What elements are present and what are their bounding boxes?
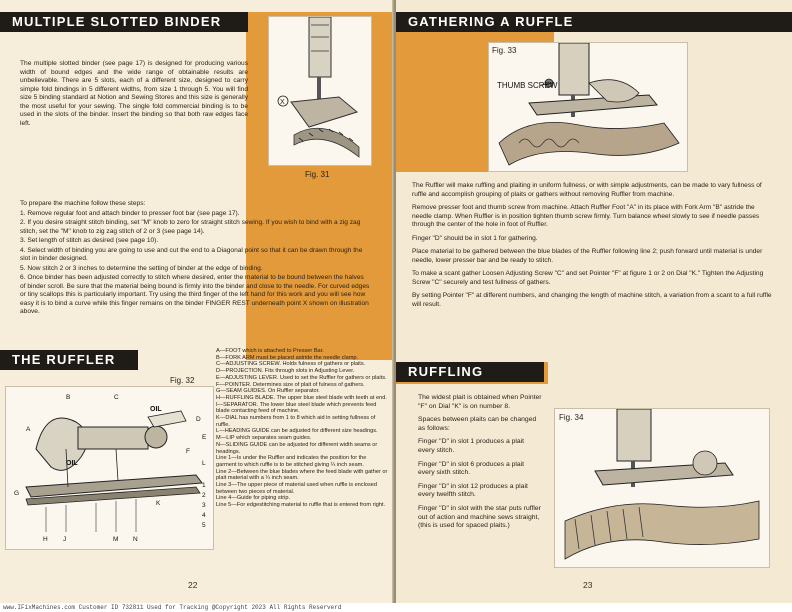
legend-item: Line 5—For edgestitching material to ruffle that is entered from right.	[216, 502, 386, 509]
fig32-caption: Fig. 32	[170, 376, 195, 385]
binder-illustration	[269, 17, 371, 165]
binder-title: MULTIPLE SLOTTED BINDER	[0, 12, 248, 32]
legend-item: C—ADJUSTING SCREW. Holds fulness of gathers or plaits.	[216, 361, 366, 368]
ruffler-title: THE RUFFLER	[0, 350, 138, 370]
gathering-para: Remove presser foot and thumb screw from machine. Attach Ruffler Foot "A" in its place with Fork Arm "B" astride the needle clamp. When Ruffler is in position tighten thumb screw firmly. Turn balance wheel slowly to see if needle passes through the center of the hole in foot of Ruffler.	[412, 204, 760, 228]
legend-item: N—SLIDING GUIDE can be adjusted for different width seams or headings.	[216, 441, 378, 455]
fig32-label-m: M	[113, 536, 119, 543]
gathering-text	[412, 182, 774, 314]
ruffling-para: Finger "D" in slot 12 produces a plait every twelfth stitch.	[418, 482, 528, 499]
gathering-para: To make a scant gather Loosen Adjusting Screw "C" and set Pointer "F" at figure 1 or 2 on Dial "K." Tighten the Adjusting Screw "C" securely and test fullness of gathers.	[412, 270, 764, 286]
step-4: 4. Select width of binding you are going to use and cut the end to a Diagonal point so that it can be drawn through the slot in binder designed.	[20, 246, 363, 262]
gathering-illustration	[489, 43, 687, 171]
fig32-label-n: N	[133, 536, 138, 543]
legend-item: Line 2—Between the blue blades where the feed blade with gather or plait material with a ¼ inch seam.	[216, 468, 388, 482]
ruffling-title: RUFFLING	[396, 362, 544, 382]
legend-item: E—ADJUSTING LEVER. Used to set the Ruffler for gathers or plaits.	[216, 374, 387, 381]
fig32-label-b: B	[66, 394, 71, 401]
legend-item: D—PROJECTION. Fits through slots in Adjusting Lever.	[216, 368, 355, 375]
fig32-line-3: 3	[202, 502, 206, 509]
ruffling-para: Spaces between plaits can be changed as follows:	[418, 416, 537, 432]
binder-steps	[20, 200, 370, 318]
legend-item: H—RUFFLING BLADE. The upper blue steel blade with teeth at end.	[216, 394, 387, 401]
ruffler-illustration	[6, 387, 213, 549]
step-3: 3. Set length of stitch as desired (see page 10).	[20, 237, 159, 244]
legend-item: M—LIP which separates seam guides.	[216, 435, 312, 442]
ruffling-figure	[554, 408, 770, 568]
gathering-para: Finger "D" should be in slot 1 for gathering.	[412, 234, 538, 242]
legend-item: Line 4—Guide for piping strip.	[216, 495, 291, 502]
fig31-caption: Fig. 31	[305, 170, 330, 179]
fig32-label-k: K	[156, 500, 161, 507]
ruffling-para: Finger "D" in slot 6 produces a plait every sixth stitch.	[418, 460, 525, 477]
step-1: 1. Remove regular foot and attach binder to presser foot bar (see page 17).	[20, 209, 240, 217]
legend-item: F—POINTER. Determines size of plait of fulness of gathers.	[216, 381, 365, 388]
legend-item: Line 1—Is under the Ruffler and indicates the position for the garment to which ruffle is to be stitched giving ¼ inch seam.	[216, 455, 367, 468]
fig32-label-j: J	[63, 536, 67, 543]
fig32-line-4: 4	[202, 512, 206, 519]
ruffling-para: The widest plait is obtained when Pointer "F" on Dial "K" is on number 8.	[418, 394, 542, 410]
legend-item: L—HEADING GUIDE can be adjusted for different size headings.	[216, 428, 378, 435]
fig32-label-c: C	[114, 394, 119, 401]
step-6: 6. Once binder has been adjusted correctly to stitch where desired, enter the material to be bound between the halves of binder scroll. Be sure that the material being bound is firmly into the binder and close to the needle. For curved edges or tiny scallops this is particularly important. Try using the third finger of the left hand for this work and you will see how easy it is to bind a curve while this finger remains on the binder FINGER REST underneath point X shown on illustration above.	[20, 274, 370, 315]
gathering-para: By setting Pointer "F" at different numbers, and changing the length of machine stitch, a variation from a scant to a full ruffle will result.	[412, 292, 772, 308]
ruffler-legend	[216, 348, 388, 509]
ruffling-illustration	[555, 409, 769, 567]
fig32-label-l: L	[202, 460, 206, 467]
fig32-line-5: 5	[202, 522, 206, 529]
oil-label-left: OIL	[66, 460, 78, 467]
binder-x-marker: X	[280, 99, 285, 106]
tracking-footer: www.IFixMachines.com Customer ID 732811 Used for Tracking @Copyright 2023 All Rights Reserverd	[0, 603, 792, 612]
fig32-label-f: F	[186, 448, 190, 455]
gathering-para: Place material to be gathered between the blue blades of the Ruffler following line 2; push forward until material is under needle, lower presser bar and be ready to stitch.	[412, 248, 763, 264]
thumb-screw-label: THUMB SCREW	[497, 81, 558, 90]
gathering-figure	[488, 42, 688, 172]
right-page	[396, 0, 792, 603]
fig32-label-g: G	[14, 490, 20, 497]
step-5: 5. Now stitch 2 or 3 inches to determine the setting of binder at the edge of binding.	[20, 264, 263, 272]
binder-intro-text: The multiple slotted binder (see page 17) is designed for producing various width of bound edges and the wide range of obtainable results are unbelievable. There are 5 slots, each of a different size, designed to carry simple fold bindings in 5 different widths, from size 1 through 5. You will find size 5 binding standard at Notion and Sewing Stores and this size is generally the most useful for your sewing. The single fold commercial binding is to be used in the slots of the binder. Insert the binding so that both raw edges face left.	[20, 60, 248, 127]
oil-label-top: OIL	[150, 406, 162, 413]
fig32-line-1: 1	[202, 482, 206, 489]
legend-item: I—SEPARATOR. The lower blue steel blade which prevents feed blade contacting feed of machine.	[216, 401, 377, 415]
fig33-caption: Fig. 33	[492, 46, 517, 55]
legend-item: G—SEAM GUIDES. On Ruffler separator.	[216, 388, 320, 395]
ruffling-text	[418, 394, 542, 536]
page-number-right: 23	[583, 580, 593, 590]
gathering-title: GATHERING A RUFFLE	[396, 12, 792, 32]
legend-item: K—DIAL has numbers from 1 to 8 which aid in setting fullness of ruffle.	[216, 415, 376, 428]
ruffling-para: Finger "D" in slot with the star puts ruffler out of action and machine sews straight, (this is used for spaced plaits.)	[418, 504, 541, 530]
fig32-label-e: E	[202, 434, 207, 441]
legend-item: B—FORK ARM must be placed astride the needle clamp.	[216, 354, 359, 361]
fig32-label-a: A	[26, 426, 31, 433]
fig32-label-d: D	[196, 416, 201, 423]
legend-item: Line 3—The upper piece of material used when ruffle is enclosed between two pieces of material.	[216, 482, 377, 495]
page-number-left: 22	[188, 580, 198, 590]
legend-item: A—FOOT which is attached to Presser Bar.	[216, 348, 324, 354]
fig32-label-h: H	[43, 536, 48, 543]
steps-intro: To prepare the machine follow these steps:	[20, 200, 146, 207]
ruffler-figure	[5, 386, 214, 550]
left-page	[0, 0, 394, 603]
gathering-para: The Ruffler will make ruffling and plaiting in uniform fullness, or with simple adjustments, can be made to vary fullness of ruffle and accomplish grouping of plaits or gathers without removing Ruffler from machine.	[412, 182, 762, 198]
step-2: 2. If you desire straight stitch binding, set "M" knob to zero for straight stitch sewing. If you wish to bind with a zig zag stitch, set the "M" knob to zig zag stitch of 2 or 3 (see page 14).	[20, 219, 361, 235]
fig32-line-2: 2	[202, 492, 206, 499]
binder-figure	[268, 16, 372, 166]
fig34-caption: Fig. 34	[559, 413, 584, 422]
ruffling-para: Finger "D" in slot 1 produces a plait every stitch.	[418, 438, 525, 454]
